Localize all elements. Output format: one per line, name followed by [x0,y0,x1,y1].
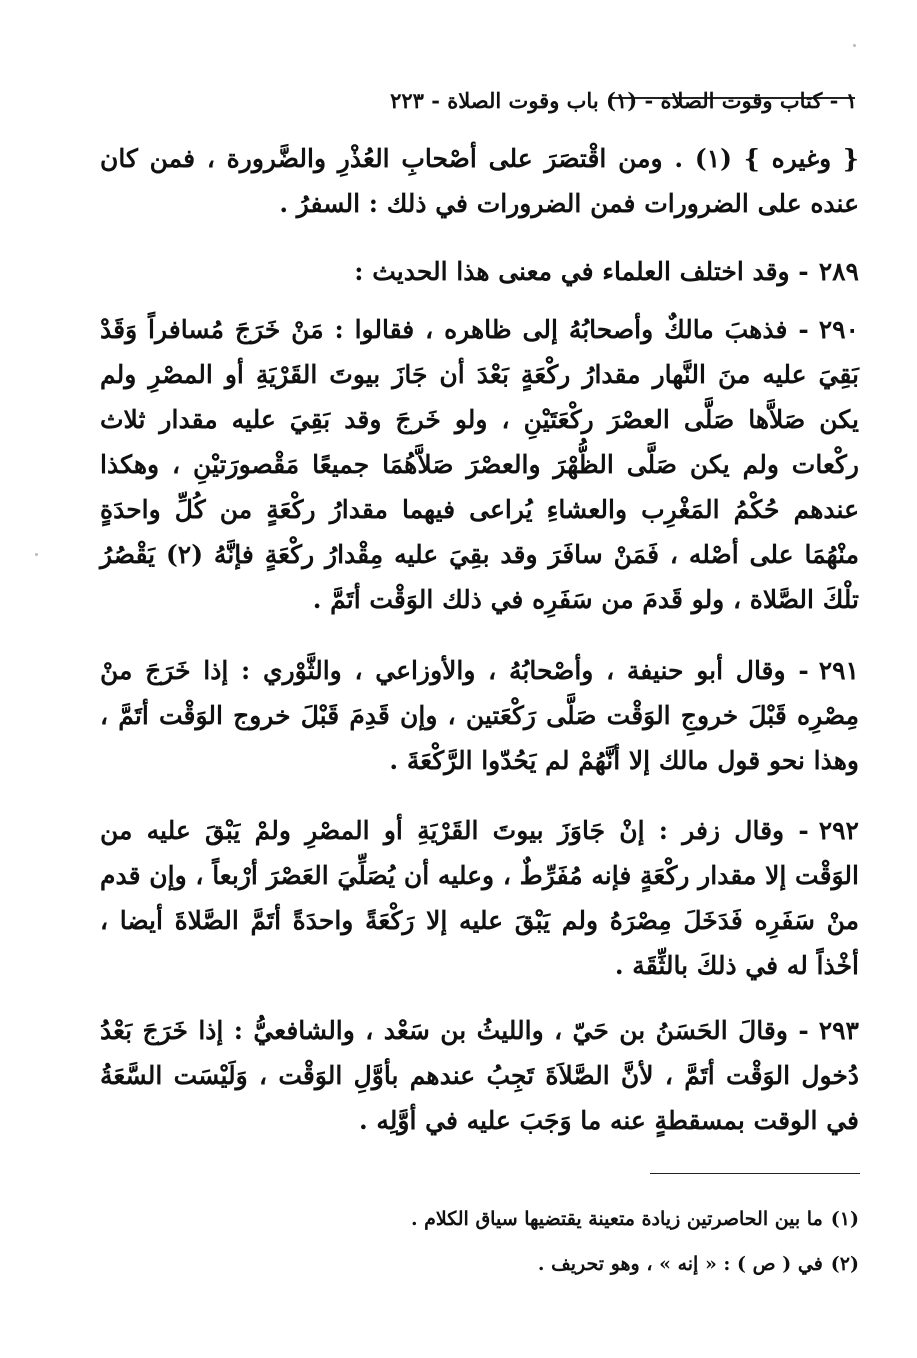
paragraph-289 [100,249,859,294]
paragraph-text: - وقال زفر : إنْ جَاوَزَ بيوتَ القَرْيَةِ أو المصْرِ ولمْ يَبْقَ عليه من الوَقْت إلا مقدار ركْعَةٍ فإنه مُفَرِّطٌ ، وعليه أن يُصَلِّيَ العَصْرَ أرْبعاً ، وإن قدم منْ سَفَرِه فَدَخَلَ مِصْرَهُ ولم يَبْقَ عليه إلا رَكْعَةً واحدَةً أتَمَّ الصَّلاةَ أيضا ، أخْذاً له في ذلكَ بالثِّقَة . [100,816,860,980]
footnote-mark: (٢) [830,1253,859,1275]
paragraph-293 [100,1008,859,1143]
paragraph-291 [100,648,859,783]
paragraph-number: ٢٩١ [818,656,859,685]
paragraph-292 [100,808,859,988]
intro-paragraph: { وغيره } (١) . ومن اقْتصَرَ على أصْحابِ العُذْرِ والضَّرورة ، فمن كان عنده على الضرورات فمن الضرورات في ذلك : السفرُ . [100,144,859,218]
paragraph-290 [100,307,859,622]
footnote-rule [650,1173,860,1174]
footnote-mark: (١) [830,1208,859,1230]
paragraph-text: - وقالَ الحَسَنُ بن حَيّ ، والليثُ بن سَعْد ، والشافعيُّ : إذا خَرَجَ بَعْدُ دُخول الوَقْت أتَمَّ ، لأنَّ الصَّلاَةَ تَجِبُ عندهم بأوَّلِ الوَقْت ، وَلَيْسَت السَّعَةُ في الوقت بمسقطةٍ عنه ما وَجَبَ عليه في أوَّلِه . [100,1016,859,1135]
paragraph-text: - وقال أبو حنيفة ، وأصْحابُهُ ، والأوزاعي ، والثَّوْري : إذا خَرَجَ منْ مِصْرِه قَبْلَ خروجِ الوَقْت صَلَّى رَكْعَتين ، وإن قَدِمَ قَبْلَ خروج الوَقْت أتَمَّ ، وهذا نحو قول مالك إلا أنَّهُمْ لم يَحُدّوا الرَّكْعَةَ . [100,656,859,775]
paragraph-number: ٢٨٩ [818,257,859,286]
paragraph-text: - فذهبَ مالكٌ وأصحابُهُ إلى ظاهره ، فقالوا : مَنْ خَرَجَ مُسافراً وَقَدْ بَقِيَ عليه منَ النَّهار مقدارُ ركْعَةٍ بَعْدَ أن جَازَ بيوتَ القَرْيَةِ أو المصْرِ ولم يكن صَلاَّها صَلَّى العصْرَ ركْعَتَيْنِ ، ولو خَرجَ وقد بَقِيَ عليه مقدار ثلاث ركْعات ولم يكن صَلَّى الظُّهْرَ والعصْرَ صَلاَّهُمَا جميعًا مَقْصورَتيْنِ ، وهكذا عندهم حُكْمُ المَغْرِب والعشاءِ يُراعى فيهما مقدارُ ركْعَةٍ من كُلِّ واحدَةٍ منْهُمَا على أصْله ، فَمَنْ سافَرَ وقد بقِيَ عليه مِقْدارُ ركْعَةٍ فإنَّهُ (٢) يَقْصُرُ تلْكَ الصَّلاة ، ولو قَدمَ من سَفَرِه في ذلك الوَقْت أتَمَّ . [100,315,859,614]
footnote-1 [100,1203,859,1235]
paragraph-number: ٢٩٠ [818,315,859,344]
paragraph-text: - وقد اختلف العلماء في معنى هذا الحديث : [354,257,809,286]
scan-speck [853,44,856,47]
running-header-text: ١ - كتاب وقوت الصلاة - (١) باب وقوت الصلاة - ٢٢٣ [390,88,857,113]
footnote-2 [100,1248,859,1280]
footnote-text: في ( ص ) : « إنه » ، وهو تحريف . [537,1253,823,1275]
paragraph-number: ٢٩٢ [818,816,859,845]
running-header [95,88,857,113]
scan-speck [35,553,38,556]
intro-block [100,136,859,226]
paragraph-number: ٢٩٣ [818,1016,859,1045]
footnote-text: ما بين الحاصرتين زيادة متعينة يقتضيها سياق الكلام . [410,1208,823,1230]
